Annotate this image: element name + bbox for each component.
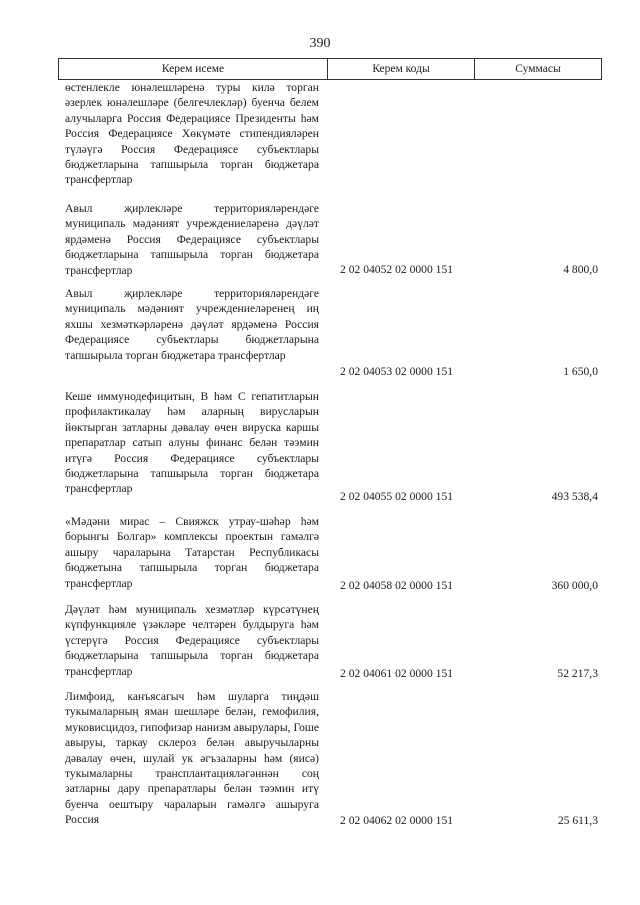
header-name: Керем исеме bbox=[59, 59, 328, 79]
row-name: Авыл җирлекләре территорияләрендәге муниципаль мәдәният учреждениеләренә дәүләт ярдәменә Россия Федерациясе субъектлары бюджетларына тапшырыла торган бюджетара трансфертлар bbox=[65, 202, 319, 277]
row-name: Авыл җирлекләре территорияләрендәге муниципаль мәдәният учреждениеләренең иң яхшы хезмәткәрләренә дәүләт ярдәменә Россия Федерациясе субъектлары бюджетларына тапшырыла торган бюджетара трансфертлар bbox=[65, 287, 319, 362]
row-sum: 25 611,3 bbox=[557, 814, 598, 827]
row-sum: 4 800,0 bbox=[563, 263, 598, 276]
header-sum: Суммасы bbox=[515, 63, 561, 75]
row-code: 2 02 04053 02 0000 151 bbox=[340, 365, 454, 378]
row-sum: 52 217,3 bbox=[557, 667, 598, 680]
row-sum: 1 650,0 bbox=[563, 365, 598, 378]
row-code: 2 02 04052 02 0000 151 bbox=[340, 263, 454, 276]
row-sum: 360 000,0 bbox=[551, 579, 598, 592]
row-code: 2 02 04058 02 0000 151 bbox=[340, 579, 454, 592]
page-number: 390 bbox=[309, 36, 331, 51]
row-name: «Мәдәни мирас – Свияжск утрау-шәһәр һәм борынгы Болгар» комплексы проектын гамәлгә ашыру чараларына Татарстан Республикасы бюджетына тапшырыла торган бюджетара трансфертлар bbox=[65, 515, 319, 590]
table-header bbox=[58, 58, 602, 80]
row-name: өстенлекле юнәлешләренә туры килә торган әзерлек юнәлешләре (белгечлекләр) буенча белем алучыларга Россия Федерациясе Президенты һәм Россия Федерациясе Хөкүмәте стипендияләрен түләүгә Россия Федерациясе субъектлары бюджетларына тапшырыла торган бюджетара трансфертлар bbox=[65, 81, 319, 187]
row-code: 2 02 04061 02 0000 151 bbox=[340, 667, 454, 680]
row-sum: 493 538,4 bbox=[551, 490, 598, 503]
row-code: 2 02 04062 02 0000 151 bbox=[340, 814, 454, 827]
row-code: 2 02 04055 02 0000 151 bbox=[340, 490, 454, 503]
row-name: Кеше иммунодефицитын, В һәм С гепатитларын профилактикалау һәм аларның вирусларын йөктырган затларны дәвалау өчен вируска каршы препаратлар сатып алуны финанс белән тәэмин итүгә Россия Федерациясе субъектлары бюджетларына тапшырыла торган бюджетара трансфертлар bbox=[65, 390, 319, 496]
row-name: Дәүләт һәм муниципаль хезмәтләр күрсәтүнең күпфункцияле үзәкләре челтәрен булдыруга һәм үстерүгә Россия Федерациясе субъектлары бюджетларына тапшырыла торган бюджетара трансфертлар bbox=[65, 603, 319, 678]
header-code: Керем коды bbox=[328, 59, 475, 79]
row-name: Лимфоид, канъясагыч һәм шуларга тиңдәш тукымаларның яман шешләре белән, гемофилия, муковисцидоз, гипофизар нанизм авырулары, Гоше авыруы, таркау склероз белән авыручыларны дәвалау өчен, шулай ук әгъзаларны һәм (яисә) тукымаларны трансплантацияләгәннән соң затларны дару препаратлары белән тәэмин итү буенча оештыру чараларын гамәлгә ашыруга Россия bbox=[65, 690, 319, 827]
